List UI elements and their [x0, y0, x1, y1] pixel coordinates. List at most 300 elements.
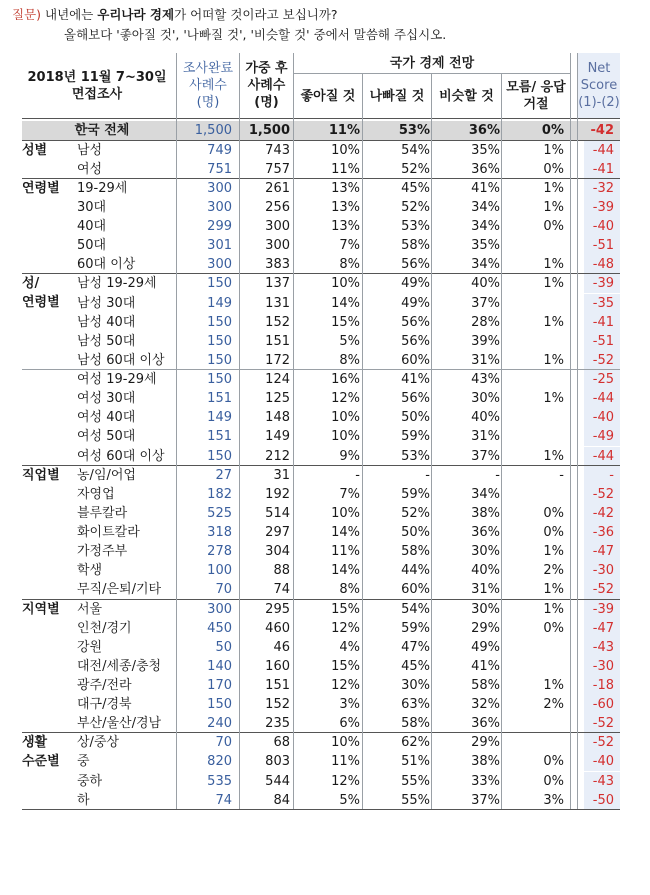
- table-row: [22, 236, 620, 255]
- cell-net: -52: [592, 735, 614, 751]
- cell-dk: 0%: [543, 754, 564, 770]
- cell-dk: [516, 485, 564, 504]
- cell-n1: 1,500: [194, 122, 232, 138]
- cell-n2: 137: [265, 276, 290, 292]
- cell-label: 여성 60대 이상: [77, 448, 165, 464]
- group-label-line: 연령별: [22, 295, 60, 311]
- cell-net: -32: [592, 180, 614, 196]
- cell-label: 중: [77, 754, 90, 770]
- cell-bad: 58%: [401, 544, 430, 560]
- cell-label: 19-29세: [77, 180, 128, 196]
- group-label: [22, 141, 72, 160]
- cell-net: -60: [592, 697, 614, 713]
- cell-net: -47: [592, 544, 614, 560]
- cell-n1: 535: [207, 773, 232, 789]
- cell-same: 38%: [471, 505, 500, 521]
- group-label-line: 성/: [22, 276, 40, 292]
- cell-label: 부산/울산/경남: [77, 716, 162, 732]
- cell-good: 5%: [339, 333, 360, 349]
- group-label-line: 수준별: [22, 754, 60, 770]
- column-divider: [577, 53, 578, 809]
- cell-n2: 46: [273, 639, 290, 655]
- cell-label: 화이트칼라: [77, 525, 140, 541]
- cell-n2: 151: [265, 333, 290, 349]
- cell-n1: 151: [207, 429, 232, 445]
- cell-same: 43%: [471, 372, 500, 388]
- cell-label: 광주/전라: [77, 677, 132, 693]
- cell-net: -48: [592, 257, 614, 273]
- cell-bad: 58%: [401, 238, 430, 254]
- cell-net: -30: [592, 658, 614, 674]
- cell-dk: 1%: [543, 391, 564, 407]
- table-row: [22, 695, 620, 714]
- group-label: [22, 733, 72, 771]
- table-row: [22, 657, 620, 676]
- cell-bad: 56%: [401, 314, 430, 330]
- table-row: [22, 772, 620, 791]
- cell-good: 7%: [339, 238, 360, 254]
- question-text-pre: 내년에는: [41, 7, 98, 22]
- cell-bad: 58%: [401, 716, 430, 732]
- cell-bad: 41%: [401, 372, 430, 388]
- cell-label: 한국 전체: [74, 122, 130, 138]
- cell-net: -36: [592, 525, 614, 541]
- cell-label: 남성: [77, 142, 103, 158]
- cell-label: 남성 60대 이상: [77, 352, 165, 368]
- table-row: [22, 580, 620, 599]
- cell-good: 11%: [331, 544, 360, 560]
- question-line-1: [12, 6, 338, 24]
- table-row: [22, 638, 620, 657]
- cell-bad: 56%: [401, 333, 430, 349]
- header-dont-know: 모름/ 응답거절: [502, 74, 570, 118]
- cell-label: 대구/경북: [77, 697, 132, 713]
- column-divider: [293, 53, 294, 809]
- cell-good: 14%: [331, 295, 360, 311]
- cell-n1: 74: [215, 792, 232, 808]
- cell-bad: 44%: [401, 563, 430, 579]
- cell-label: 블루칼라: [77, 505, 128, 521]
- cell-same: 58%: [471, 677, 500, 693]
- cell-n2: 383: [265, 257, 290, 273]
- cell-net: -47: [592, 620, 614, 636]
- cell-n2: 149: [265, 429, 290, 445]
- cell-n2: 148: [265, 410, 290, 426]
- cell-bad: 50%: [401, 410, 430, 426]
- cell-n2: 743: [265, 142, 290, 158]
- cell-dk: 1%: [543, 199, 564, 215]
- cell-n2: 68: [273, 735, 290, 751]
- cell-n1: 300: [207, 257, 232, 273]
- cell-n1: 525: [207, 505, 232, 521]
- cell-n2: 235: [265, 716, 290, 732]
- cell-n1: 150: [207, 333, 232, 349]
- header-net-score: Net Score (1)-(2): [578, 53, 620, 118]
- group-label-line: 성별: [22, 142, 48, 158]
- cell-label: 서울: [77, 601, 103, 617]
- cell-n1: 450: [207, 620, 232, 636]
- cell-bad: 52%: [401, 161, 430, 177]
- cell-same: 30%: [471, 601, 500, 617]
- cell-dk: 2%: [543, 563, 564, 579]
- cell-label: 하: [77, 792, 90, 808]
- cell-same: 34%: [471, 219, 500, 235]
- cell-label: 남성 40대: [77, 314, 136, 330]
- table-row: [22, 179, 620, 198]
- cell-label: 중하: [77, 773, 103, 789]
- header-survey-period: 2018년 11월 7~30일 면접조사: [22, 53, 172, 118]
- cell-bad: 50%: [401, 525, 430, 541]
- cell-bad: 59%: [401, 486, 430, 502]
- cell-same: 36%: [471, 716, 500, 732]
- table-row: [22, 714, 620, 733]
- cell-dk: 1%: [543, 352, 564, 368]
- cell-good: 15%: [331, 658, 360, 674]
- header-same: 비슷할 것: [432, 74, 501, 118]
- cell-bad: 45%: [401, 658, 430, 674]
- cell-net: -52: [592, 352, 614, 368]
- cell-n1: 150: [207, 352, 232, 368]
- cell-same: 35%: [471, 142, 500, 158]
- cell-bad: 60%: [401, 582, 430, 598]
- cell-good: 15%: [331, 314, 360, 330]
- table-row: [22, 561, 620, 580]
- cell-net: -39: [592, 199, 614, 215]
- cell-n2: 74: [273, 582, 290, 598]
- cell-dk: 0%: [543, 620, 564, 636]
- cell-label: 상/중상: [77, 735, 120, 751]
- cell-net: -39: [592, 601, 614, 617]
- table-row: [22, 791, 620, 810]
- cell-dk: 1%: [543, 180, 564, 196]
- cell-label: 여성 30대: [77, 391, 136, 407]
- cell-same: 40%: [471, 410, 500, 426]
- group-label-line: 지역별: [22, 601, 60, 617]
- cell-label: 남성 30대: [77, 295, 136, 311]
- cell-label: 남성 50대: [77, 333, 136, 349]
- cell-good: 12%: [331, 620, 360, 636]
- cell-bad: 53%: [398, 122, 430, 138]
- cell-n2: 297: [265, 525, 290, 541]
- cell-n1: 820: [207, 754, 232, 770]
- cell-dk: [516, 733, 564, 752]
- cell-n2: 124: [265, 372, 290, 388]
- group-label: [22, 600, 72, 619]
- cell-dk: [516, 332, 564, 351]
- question-text-post: 가 어떠할 것이라고 보십니까?: [174, 7, 338, 22]
- cell-same: 41%: [471, 180, 500, 196]
- cell-n2: 300: [265, 219, 290, 235]
- cell-good: 13%: [331, 199, 360, 215]
- cell-n1: 150: [207, 697, 232, 713]
- cell-dk: [516, 638, 564, 657]
- cell-bad: 49%: [401, 295, 430, 311]
- cell-net: -52: [592, 582, 614, 598]
- table-row: [22, 523, 620, 542]
- cell-label: 여성 40대: [77, 410, 136, 426]
- cell-n1: 751: [207, 161, 232, 177]
- table-row: [22, 408, 620, 427]
- cell-bad: 54%: [401, 142, 430, 158]
- cell-net: -: [609, 467, 614, 483]
- total-row: [22, 121, 620, 140]
- cell-net: -40: [592, 754, 614, 770]
- column-divider: [570, 53, 571, 809]
- cell-dk: [516, 408, 564, 427]
- cell-good: 13%: [331, 180, 360, 196]
- header-better: 좋아질 것: [294, 74, 362, 118]
- question-text-bold: 우리나라 경제: [97, 7, 175, 22]
- cell-bad: 63%: [401, 697, 430, 713]
- cell-same: 33%: [471, 773, 500, 789]
- cell-same: 49%: [471, 639, 500, 655]
- group-label-line: 직업별: [22, 467, 60, 483]
- cell-bad: 55%: [401, 773, 430, 789]
- cell-label: 여성: [77, 161, 103, 177]
- table-row: [22, 274, 620, 293]
- cell-dk: 1%: [543, 276, 564, 292]
- cell-net: -43: [592, 639, 614, 655]
- cell-n2: 544: [265, 773, 290, 789]
- cell-bad: 30%: [401, 677, 430, 693]
- cell-n2: 131: [265, 295, 290, 311]
- cell-dk: 1%: [543, 257, 564, 273]
- cell-n2: 31: [273, 467, 290, 483]
- cell-same: 30%: [471, 391, 500, 407]
- table-bottom-rule: [22, 809, 620, 810]
- cell-same: 37%: [471, 448, 500, 464]
- cell-net: -52: [592, 486, 614, 502]
- cell-bad: 60%: [401, 352, 430, 368]
- cell-net: -43: [592, 773, 614, 789]
- cell-label: 학생: [77, 563, 103, 579]
- group-label: [22, 466, 72, 485]
- table-row: [22, 217, 620, 236]
- cell-n1: 150: [207, 372, 232, 388]
- table-row: [22, 752, 620, 771]
- cell-label: 30대: [77, 199, 107, 215]
- cell-n2: 295: [265, 601, 290, 617]
- cell-bad: 54%: [401, 601, 430, 617]
- cell-n1: 151: [207, 391, 232, 407]
- table-row: [22, 427, 620, 446]
- cell-dk: 1%: [543, 601, 564, 617]
- cell-net: -35: [592, 295, 614, 311]
- cell-good: 8%: [339, 352, 360, 368]
- cell-good: 6%: [339, 716, 360, 732]
- cell-dk: [516, 236, 564, 255]
- header-completed-count: 조사완료 사례수 (명): [177, 53, 239, 118]
- cell-dk: 0%: [543, 161, 564, 177]
- cell-n1: 150: [207, 448, 232, 464]
- cell-dk: 1%: [543, 314, 564, 330]
- cell-dk: 1%: [543, 677, 564, 693]
- table-row: [22, 504, 620, 523]
- cell-good: 12%: [331, 677, 360, 693]
- cell-same: 40%: [471, 563, 500, 579]
- header-weighted-count: 가중 후 사례수 (명): [240, 53, 293, 118]
- cell-n1: 170: [207, 677, 232, 693]
- cell-n1: 140: [207, 658, 232, 674]
- cell-dk: 1%: [543, 582, 564, 598]
- cell-net: -49: [592, 429, 614, 445]
- cell-same: 36%: [471, 525, 500, 541]
- cell-net: -44: [592, 448, 614, 464]
- cell-same: 39%: [471, 333, 500, 349]
- cell-good: 5%: [339, 792, 360, 808]
- group-label-line: 연령별: [22, 180, 60, 196]
- cell-dk: 2%: [543, 697, 564, 713]
- cell-dk: [516, 657, 564, 676]
- cell-label: 농/임/어업: [77, 467, 136, 483]
- cell-same: 29%: [471, 735, 500, 751]
- cell-label: 여성 50대: [77, 429, 136, 445]
- cell-good: 15%: [331, 601, 360, 617]
- cell-bad: 55%: [401, 792, 430, 808]
- cell-good: 10%: [331, 735, 360, 751]
- cell-n1: 318: [207, 525, 232, 541]
- cell-same: 36%: [471, 161, 500, 177]
- table-row: [22, 332, 620, 351]
- question-line-2: 올해보다 '좋아질 것', '나빠질 것', '비슷할 것' 중에서 말씀해 주십시오.: [64, 27, 447, 42]
- cell-bad: 49%: [401, 276, 430, 292]
- cell-good: 7%: [339, 486, 360, 502]
- table-row: [22, 294, 620, 313]
- table-row: [22, 619, 620, 638]
- cell-bad: 59%: [401, 429, 430, 445]
- cell-dk: 0%: [543, 505, 564, 521]
- cell-n2: 192: [265, 486, 290, 502]
- cell-label: 남성 19-29세: [77, 276, 157, 292]
- table-row: [22, 351, 620, 370]
- cell-n1: 299: [207, 219, 232, 235]
- cell-label: 40대: [77, 219, 107, 235]
- cell-net: -42: [592, 505, 614, 521]
- column-divider: [431, 74, 432, 809]
- cell-good: 11%: [328, 122, 360, 138]
- cell-good: 13%: [331, 219, 360, 235]
- cell-same: 34%: [471, 199, 500, 215]
- cell-n2: 757: [265, 161, 290, 177]
- cell-same: -: [495, 467, 500, 483]
- cell-n1: 150: [207, 276, 232, 292]
- cell-bad: 52%: [401, 199, 430, 215]
- cell-n1: 150: [207, 314, 232, 330]
- cell-same: 34%: [471, 486, 500, 502]
- column-divider: [362, 74, 363, 809]
- cell-good: 12%: [331, 773, 360, 789]
- cell-label: 가정주부: [77, 544, 128, 560]
- cell-n2: 460: [265, 620, 290, 636]
- cell-good: 10%: [331, 142, 360, 158]
- cell-dk: [516, 294, 564, 313]
- cell-n1: 749: [207, 142, 232, 158]
- cell-n2: 151: [265, 677, 290, 693]
- cell-net: -40: [592, 219, 614, 235]
- cell-label: 인천/경기: [77, 620, 132, 636]
- cell-n2: 304: [265, 544, 290, 560]
- question-label: 질문): [12, 7, 42, 22]
- cell-same: 28%: [471, 314, 500, 330]
- cell-n1: 301: [207, 238, 232, 254]
- cell-dk: 0%: [543, 525, 564, 541]
- cell-good: 10%: [331, 505, 360, 521]
- cell-same: 40%: [471, 276, 500, 292]
- cell-n2: 300: [265, 238, 290, 254]
- cell-good: 14%: [331, 563, 360, 579]
- cell-n2: 125: [265, 391, 290, 407]
- cell-bad: 53%: [401, 448, 430, 464]
- table-row: [22, 733, 620, 752]
- cell-n2: 212: [265, 448, 290, 464]
- cell-net: -41: [592, 161, 614, 177]
- group-label: [22, 274, 72, 312]
- cell-net: -51: [592, 238, 614, 254]
- cell-dk: [516, 714, 564, 733]
- cell-label: 대전/세종/충청: [77, 658, 162, 674]
- cell-dk: [516, 370, 564, 389]
- cell-same: 37%: [471, 792, 500, 808]
- cell-same: 34%: [471, 257, 500, 273]
- cell-same: 29%: [471, 620, 500, 636]
- table-row: [22, 370, 620, 389]
- table-row: [22, 160, 620, 179]
- cell-same: 31%: [471, 582, 500, 598]
- cell-same: 38%: [471, 754, 500, 770]
- cell-n2: 261: [265, 180, 290, 196]
- cell-bad: 56%: [401, 391, 430, 407]
- cell-net: -30: [592, 563, 614, 579]
- cell-good: 10%: [331, 276, 360, 292]
- cell-good: 4%: [339, 639, 360, 655]
- cell-n1: 300: [207, 199, 232, 215]
- cell-dk: -: [559, 467, 564, 483]
- cell-bad: 56%: [401, 257, 430, 273]
- cell-net: -52: [592, 716, 614, 732]
- cell-label: 여성 19-29세: [77, 372, 157, 388]
- cell-n2: 88: [273, 563, 290, 579]
- cell-n2: 152: [265, 314, 290, 330]
- table-row: [22, 485, 620, 504]
- cell-n2: 84: [273, 792, 290, 808]
- table-row: [22, 542, 620, 561]
- table-row: [22, 676, 620, 695]
- cell-bad: 59%: [401, 620, 430, 636]
- cell-same: 37%: [471, 295, 500, 311]
- cell-n1: 300: [207, 180, 232, 196]
- table-row: [22, 447, 620, 466]
- cell-net: -50: [592, 792, 614, 808]
- cell-n1: 278: [207, 544, 232, 560]
- cell-dk: 1%: [543, 142, 564, 158]
- table-row: [22, 141, 620, 160]
- cell-bad: -: [425, 467, 430, 483]
- cell-dk: 3%: [543, 792, 564, 808]
- cell-net: -41: [592, 314, 614, 330]
- cell-bad: 51%: [401, 754, 430, 770]
- cell-net: -40: [592, 410, 614, 426]
- cell-label: 강원: [77, 639, 103, 655]
- table-row: [22, 389, 620, 408]
- cell-label: 자영업: [77, 486, 115, 502]
- cell-dk: [516, 427, 564, 446]
- cell-n1: 27: [215, 467, 232, 483]
- cell-good: 9%: [339, 448, 360, 464]
- cell-n1: 240: [207, 716, 232, 732]
- cell-good: 10%: [331, 410, 360, 426]
- table-row: [22, 466, 620, 485]
- cell-good: 8%: [339, 257, 360, 273]
